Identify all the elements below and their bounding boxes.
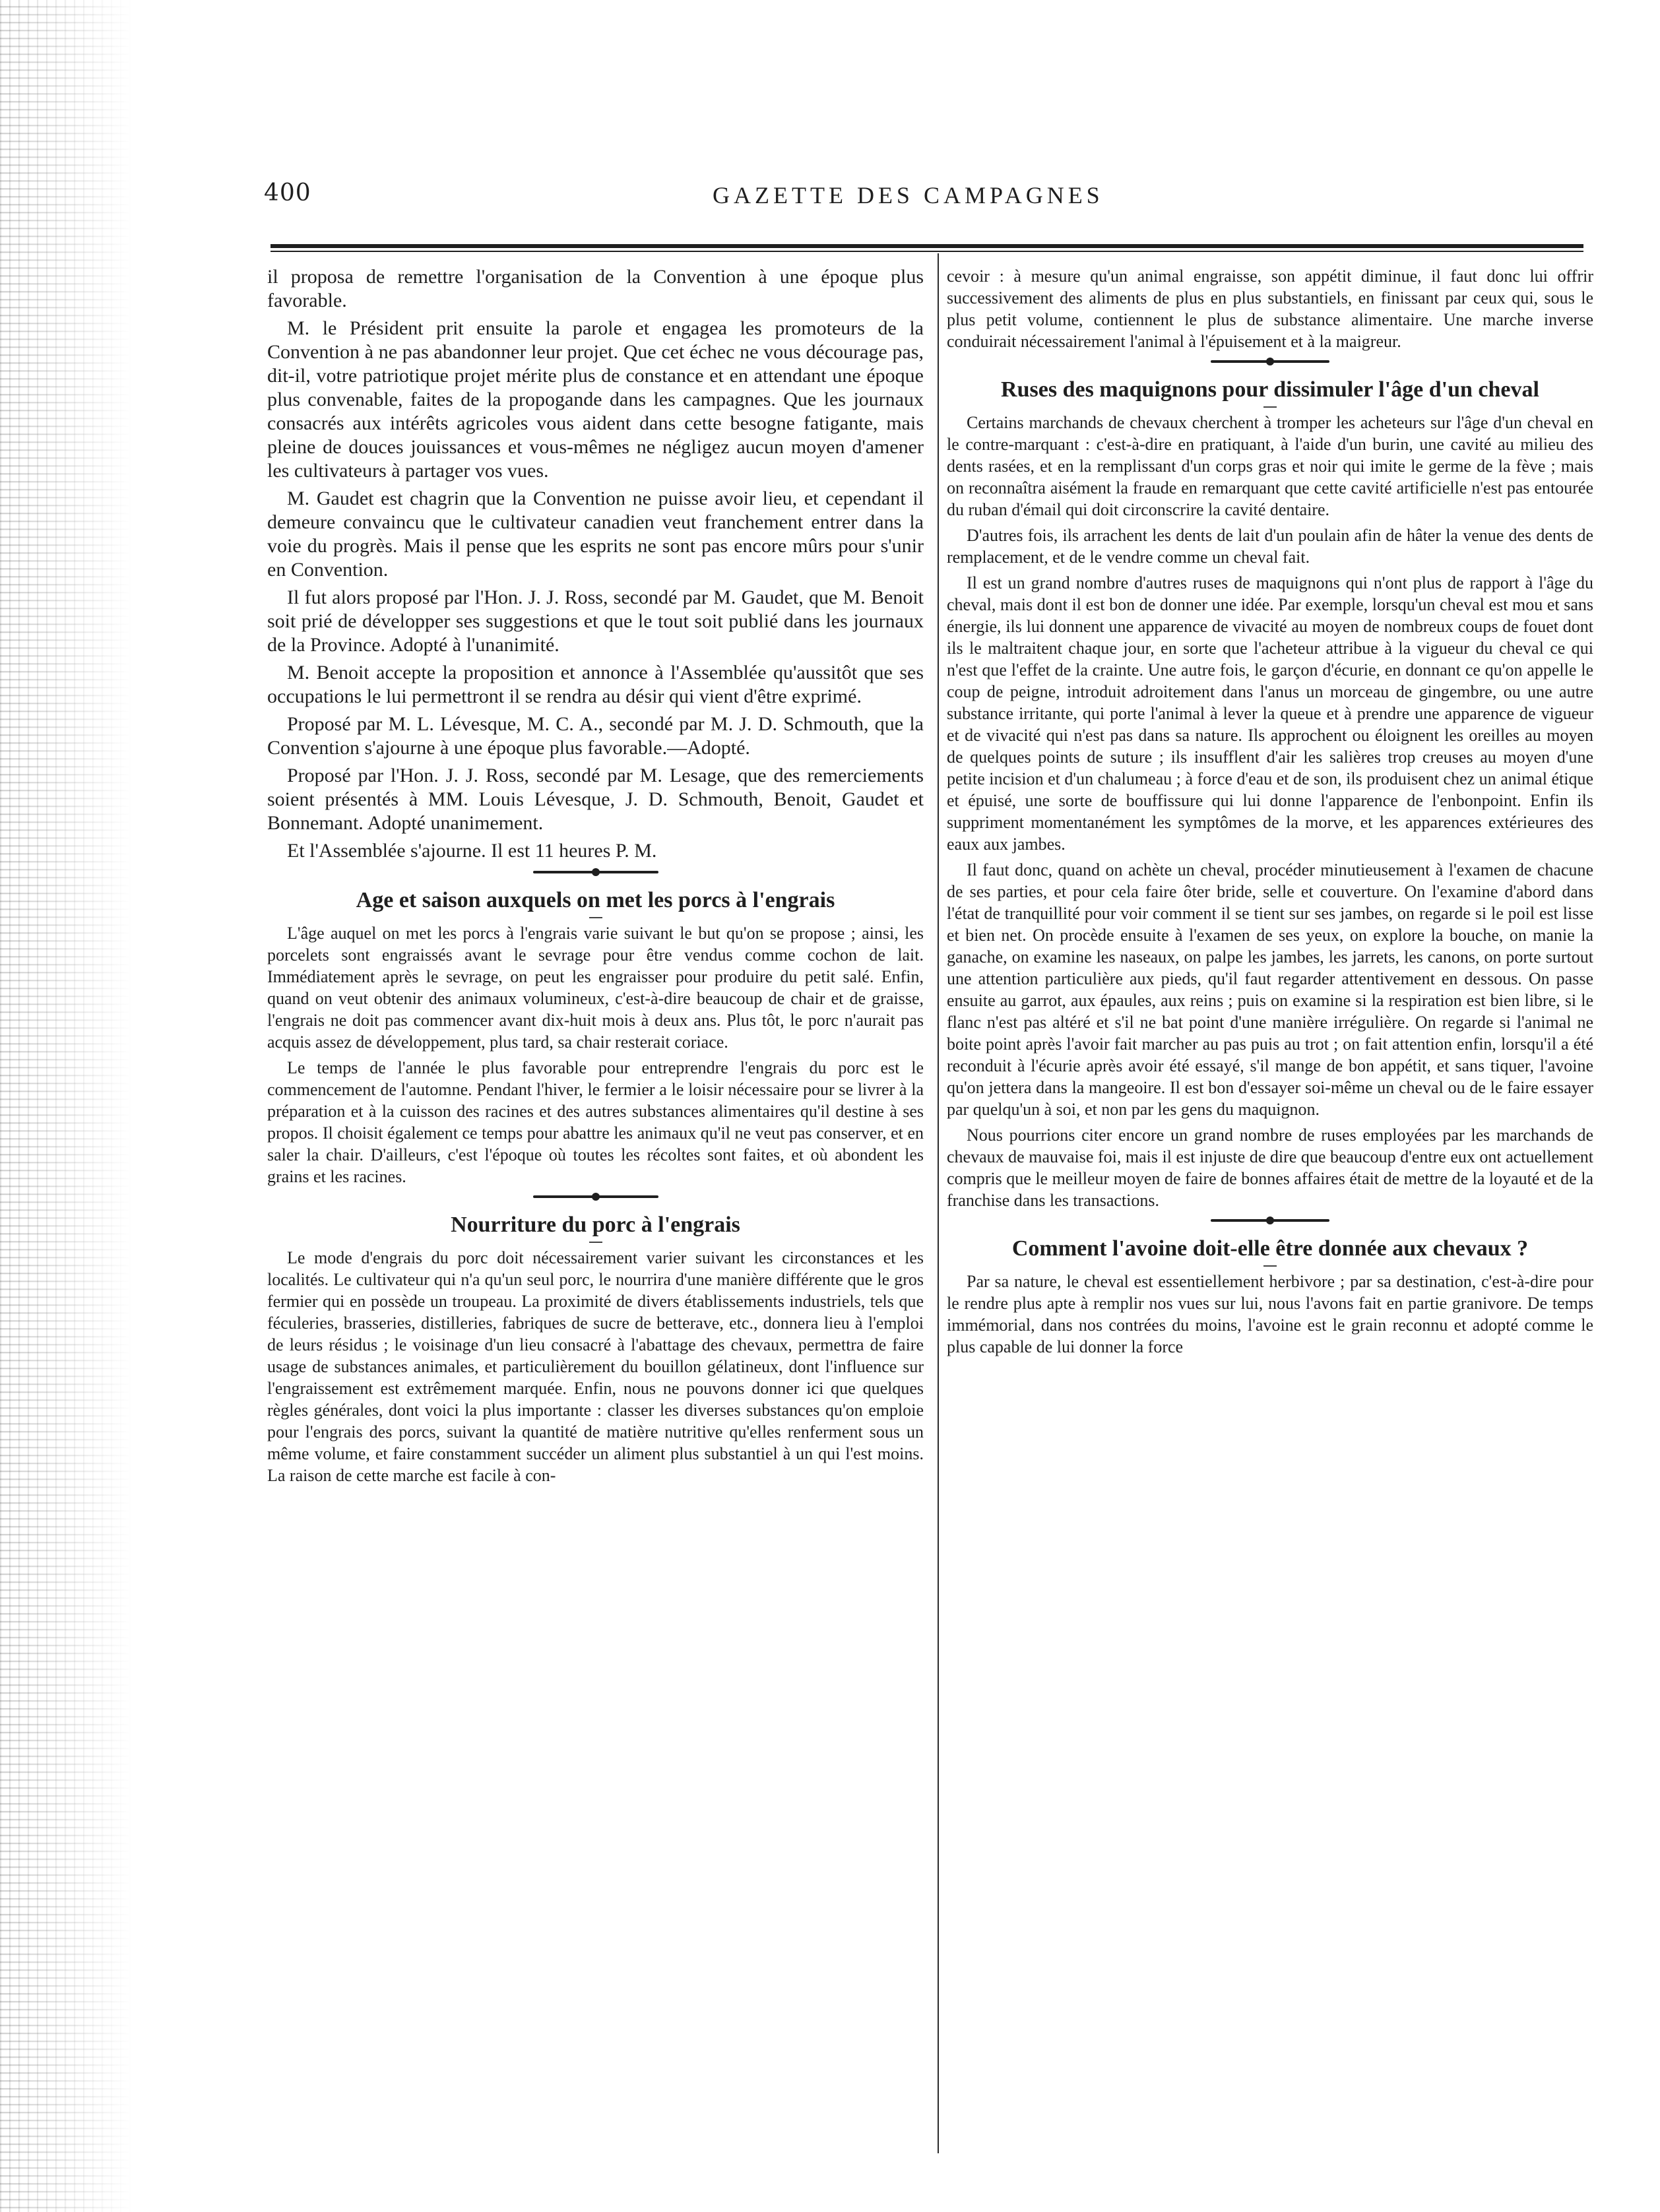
paragraph: Par sa nature, le cheval est essentiellement herbivore ; par sa destination, c'est-à-dire pour le rendre plus apte à remplir nos vues sur lui, nous l'avons fait en partie granivore. De temps immémorial, dans nos contrées du moins, l'avoine est le grain reconnu et adopté comme le plus capable de lui donner la force xyxy=(947,1272,1593,1356)
section-ornament xyxy=(267,867,924,877)
paragraph: cevoir : à mesure qu'un animal engraisse, son appétit diminue, il faut donc lui offrir successivement des aliments de plus en plus substantiels, en finissant par ceux qui, sous le plus petit volume, contiennent le plus de substance alimentaire. Une marche inverse conduirait nécessairement l'animal à l'épuisement et à la maigreur. xyxy=(947,267,1593,351)
paragraph: Proposé par l'Hon. J. J. Ross, secondé par M. Lesage, que des remerciements soient présentés à MM. Louis Lévesque, J. D. Schmouth, Benoit, Gaudet et Bonnemant. Adopté unanimement. xyxy=(267,765,924,834)
heading-dash xyxy=(589,917,602,918)
heading-dash xyxy=(1263,1265,1277,1267)
section-heading: Comment l'avoine doit-elle être donnée aux chevaux ? xyxy=(1011,1236,1529,1261)
section-heading: Nourriture du porc à l'engrais xyxy=(451,1213,740,1237)
paragraph: Et l'Assemblée s'ajourne. Il est 11 heures P. M. xyxy=(287,840,657,862)
paragraph: M. Benoit accepte la proposition et annonce à l'Assemblée qu'aussitôt que ses occupations le lui permettront il se rendra au désir qui vient d'être exprimé. xyxy=(267,662,924,707)
right-column xyxy=(947,265,1593,1362)
section-ornament xyxy=(947,1215,1593,1226)
paragraph: il proposa de remettre l'organisation de la Convention à une époque plus favorable. xyxy=(267,266,924,311)
scan-edge-artifact xyxy=(0,0,132,2212)
header-rule-thick xyxy=(271,244,1583,248)
paragraph: M. Gaudet est chagrin que la Convention ne puisse avoir lieu, et cependant il demeure convaincu que le cultivateur canadien veut franchement entrer dans la voie du progrès. Mais il pense que les esprits ne sont pas encore mûrs pour s'unir en Convention. xyxy=(267,488,924,581)
paragraph: Il est un grand nombre d'autres ruses de maquignons qui n'ont plus de rapport à l'âge du cheval, mais dont il est bon de donner une idée. Par exemple, lorsqu'un cheval est mou et sans énergie, ils lui donnent une apparence de vivacité au moyen de nombreux coups de fouet dont ils le maltraitent chaque jour, en sorte que l'acheteur attribue à la vigueur du cheval ce qui n'est que l'effet de la crainte. Une autre fois, le garçon d'écurie, en donnant ce qu'on appelle le coup de peigne, introduit adroitement dans l'anus un morceau de gingembre, ou une autre substance irritante, qui porte l'animal à lever la queue et à prendre une apparence de vigueur et de vivacité qui n'est pas dans sa nature. Ils approchent ou éloignent les oreilles au moyen de quelques points de suture ; ils insufflent d'air les salières trop creuses au moyen d'une petite incision et d'un chalumeau ; à force d'eau et de son, ils produisent chez un animal étique et épuisé, une sorte de bouffissure qui lui donne l'apparence de l'enbonpoint. Enfin ils suppriment momentanément les symptômes de la morve, et les apparences extérieures des eaux aux jambes. xyxy=(947,573,1593,854)
section-ornament xyxy=(947,356,1593,367)
page-number: 400 xyxy=(264,179,311,206)
paragraph: L'âge auquel on met les porcs à l'engrais varie suivant le but qu'on se propose ; ainsi, les porcelets sont engraissés avant le sevrage pour être vendus comme cochon de lait. Immédiatement après le sevrage, on peut les engraisser pour produire du petit salé. Enfin, quand on veut obtenir des animaux volumineux, c'est-à-dire beaucoup de chair et de graisse, l'engrais ne doit pas commencer avant dix-huit mois à deux ans. Plus tôt, le porc n'aurait pas acquis assez de développement, plus tard, sa chair resterait coriace. xyxy=(267,924,924,1052)
heading-dash xyxy=(1263,406,1277,408)
paragraph: Nous pourrions citer encore un grand nombre de ruses employées par les marchands de chevaux de mauvaise foi, mais il est injuste de dire que beaucoup d'entre eux ont actuellement compris que le meilleur moyen de faire de bonnes affaires était de mettre de la loyauté et de la franchise dans les transactions. xyxy=(947,1125,1593,1210)
paragraph: Il fut alors proposé par l'Hon. J. J. Ross, secondé par M. Gaudet, que M. Benoit soit prié de développer ses suggestions et que le tout soit publié dans les journaux de la Province. Adopté à l'unanimité. xyxy=(267,586,924,656)
running-title: GAZETTE DES CAMPAGNES xyxy=(713,182,1104,208)
paragraph: M. le Président prit ensuite la parole et engagea les promoteurs de la Convention à ne pas abandonner leur projet. Que cet échec ne vous décourage pas, dit-il, votre patriotique projet mérite plus de constance et en attendant une époque plus convenable, faites de la propogande dans les campagnes. Que les journaux consacrés aux intérêts agricoles vous aident dans cette besogne fatigante, mais pleine de douces jouissances et vous-mêmes ne négligez aucun moyen d'amener les cultivateurs à partager vos vues. xyxy=(267,317,924,482)
section-ornament xyxy=(267,1191,924,1202)
column-divider xyxy=(938,253,939,2153)
header-rule-thin xyxy=(271,251,1583,252)
paragraph: D'autres fois, ils arrachent les dents de lait d'un poulain afin de hâter la venue des dents de remplacement, et de le vendre comme un cheval fait. xyxy=(947,526,1593,567)
left-column xyxy=(267,265,924,1490)
section-heading: Ruses des maquignons pour dissimuler l'âge d'un cheval xyxy=(1001,377,1539,402)
paragraph: Le mode d'engrais du porc doit nécessairement varier suivant les circonstances et les localités. Le cultivateur qui n'a qu'un seul porc, le nourrira d'une manière différente que le gros fermier qui en possède un troupeau. La proximité de divers établissements industriels, tels que féculeries, brasseries, distilleries, fabriques de sucre de betterave, etc., donnera lieu à l'emploi de leurs résidus ; le voisinage d'un lieu consacré à l'abattage des chevaux, permettra de faire usage de substances animales, et particulièrement du bouillon gélatineux, dont l'influence sur l'engraissement est extrêmement marquée. Enfin, nous ne pouvons donner ici que quelques règles générales, dont voici la plus importante : classer les diverses substances qu'on emploie pour l'engrais des porcs, suivant la quantité de matière nutritive qu'elles renferment sous un même volume, et faire constamment succéder un aliment plus substantiel à un qui l'est moins. La raison de cette marche est facile à con- xyxy=(267,1248,924,1485)
paragraph: Proposé par M. L. Lévesque, M. C. A., secondé par M. J. D. Schmouth, que la Convention s'ajourne à une époque plus favorable.—Adopté. xyxy=(267,713,924,759)
heading-dash xyxy=(589,1242,602,1243)
paragraph: Certains marchands de chevaux cherchent à tromper les acheteurs sur l'âge d'un cheval en le contre-marquant : c'est-à-dire en pratiquant, à l'aide d'un burin, une cavité au milieu des dents rasées, et en la remplissant d'un corps gras et noir qui imite le germe de la fève ; mais on reconnaîtra aisément la fraude en remarquant que cette cavité artificielle n'est pas entourée du ruban d'émail qui doit circonscrire la cavité dentaire. xyxy=(947,413,1593,519)
paragraph: Le temps de l'année le plus favorable pour entreprendre l'engrais du porc est le commencement de l'automne. Pendant l'hiver, le fermier a le loisir nécessaire pour se livrer à la préparation et à la cuisson des racines et des autres substances alimentaires qu'il destine à ses propos. Il choisit également ce temps pour abattre les animaux qu'il ne veut pas conserver, et en saler la chair. D'ailleurs, c'est l'époque où toutes les récoltes sont faites, et où abondent les grains et les racines. xyxy=(267,1058,924,1186)
section-heading: Age et saison auxquels on met les porcs à l'engrais xyxy=(356,888,835,912)
paragraph: Il faut donc, quand on achète un cheval, procéder minutieusement à l'examen de chacune de ses parties, et pour cela faire ôter bride, selle et couverture. On l'examine d'abord dans l'état de tranquillité pour voir comment il se tient sur ses jambes, on regarde si le poil est lisse et bien net. On procède ensuite à l'examen de ses yeux, on explore la bouche, on manie la ganache, on examine les naseaux, on palpe les jambes, les jarrets, les canons, on porte surtout une attention particulière aux pieds, qu'il faut regarder attentivement en dessous. On passe ensuite au garrot, aux épaules, aux reins ; puis on examine si la respiration est bien libre, si le flanc n'est pas altéré et s'il ne bat point d'une manière irrégulière. On regarde si l'animal ne boite point après l'avoir fait marcher au pas puis au trot ; on fait attention enfin, lorsqu'il a été reconduit à l'écurie après avoir été essayé, s'il mange de bon appétit, et sans tiquer, l'avoine qu'on jettera dans la mangeoire. Il est bon d'essayer soi-même un cheval ou de le faire essayer par quelqu'un à soi, et non par les gens du maquignon. xyxy=(947,860,1593,1119)
